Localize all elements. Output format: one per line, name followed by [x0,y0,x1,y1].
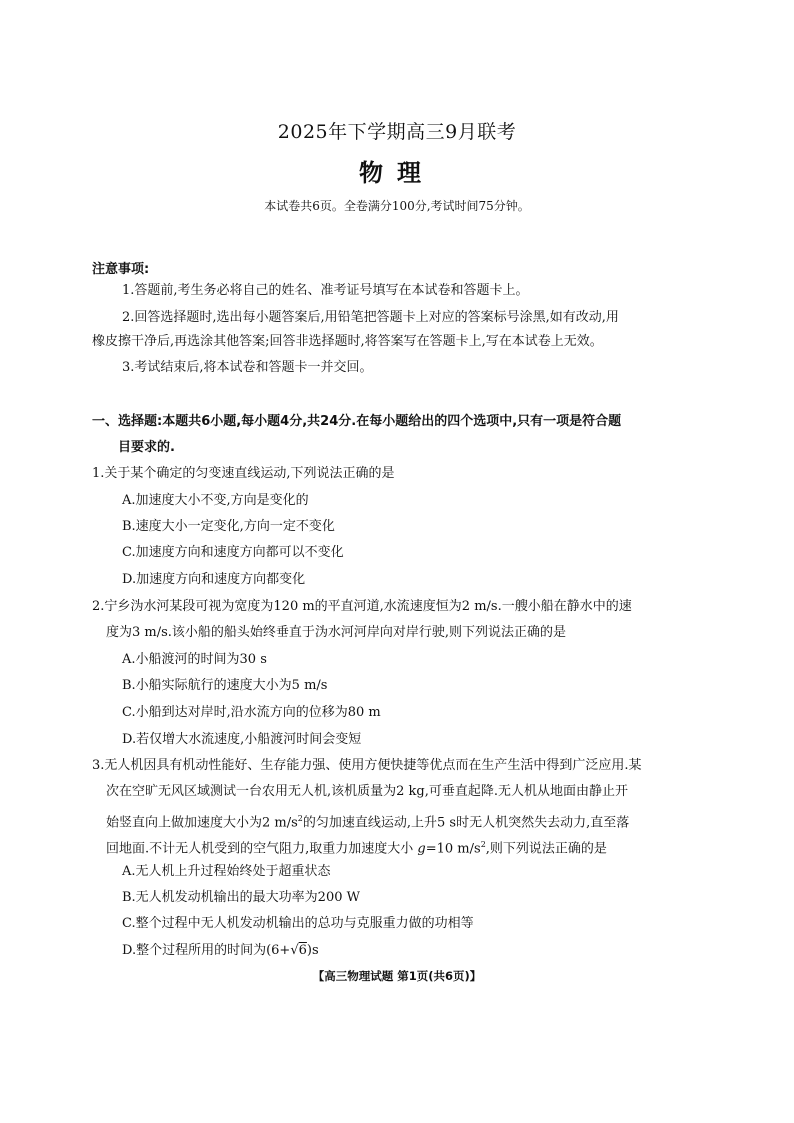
notice-item-2-line1: 2.回答选择题时,选出每小题答案后,用铅笔把答题卡上对应的答案标号涂黑,如有改动,用 [122,310,619,325]
q3-option-d-b: )s [306,943,319,958]
q1-option-d: D.加速度方向和速度方向都变化 [122,572,306,587]
q2-option-d: D.若仅增大水流速度,小船渡河时间会变短 [122,732,362,747]
exam-info: 本试卷共6页。全卷满分100分,考试时间75分钟。 [264,199,530,213]
q2-option-c: C.小船到达对岸时,沿水流方向的位移为80 m [122,705,381,720]
q1-option-b: B.速度大小一定变化,方向一定不变化 [122,519,335,534]
q3-exponent-2: 2 [480,840,486,849]
q3-exponent: 2 [297,814,303,823]
q1-stem: 1.关于某个确定的匀变速直线运动,下列说法正确的是 [92,466,395,481]
q3-option-b: B.无人机发动机输出的最大功率为200 W [122,890,360,905]
q1-option-c: C.加速度方向和速度方向都可以不变化 [122,545,344,560]
q3-stem-line1: 3.无人机因具有机动性能好、生存能力强、使用方便快捷等优点而在生产生活中得到广泛应用.某 [92,758,642,773]
q2-option-b: B.小船实际航行的速度大小为5 m/s [122,678,328,693]
section-heading-line1: 一、选择题:本题共6小题,每小题4分,共24分.在每小题给出的四个选项中,只有一项是符合题 [92,414,622,429]
q3-stem-line3 [106,811,629,831]
q3-stem-line4-b: =10 m/s [425,841,481,857]
q2-stem-line2: 度为3 m/s.该小船的船头始终垂直于沩水河河岸向对岸行驶,则下列说法正确的是 [106,625,567,640]
q3-option-a: A.无人机上升过程始终处于超重状态 [122,864,331,879]
q3-stem-line3-b: 的匀加速直线运动,上升5 s时无人机突然失去动力,直至落 [302,815,630,831]
notice-item-2-line2: 橡皮擦干净后,再选涂其他答案;回答非选择题时,将答案写在答题卡上,写在本试卷上无效。 [92,334,603,349]
sqrt-radicand: 6 [298,943,307,958]
notice-heading: 注意事项: [92,262,150,277]
q3-option-d [122,943,319,959]
q3-stem-line3-a: 始竖直向上做加速度大小为2 m/s [106,815,298,831]
notice-item-3: 3.考试结束后,将本试卷和答题卡一并交回。 [122,360,373,375]
q3-stem-line4-c: ,则下列说法正确的是 [485,841,607,857]
exam-title: 2025年下学期高三9月联考 [277,121,517,143]
q3-stem-line4 [106,837,607,857]
q3-symbol-g: g [417,841,426,857]
q2-stem-line1: 2.宁乡沩水河某段可视为宽度为120 m的平直河道,水流速度恒为2 m/s.一艘小船在静水中的速 [92,599,632,614]
q3-option-d-a: D.整个过程所用的时间为(6+ [122,943,291,958]
page-footer: 【高三物理试题 第1页(共6页)】 [312,969,482,983]
sqrt-symbol: √ [290,943,299,958]
q3-option-c: C.整个过程中无人机发动机输出的总功与克服重力做的功相等 [122,916,474,931]
q3-stem-line2: 次在空旷无风区域测试一台农用无人机,该机质量为2 kg,可垂直起降.无人机从地面由静止开 [106,784,629,799]
subject-title: 物理 [359,159,435,187]
q2-option-a: A.小船渡河的时间为30 s [122,652,267,667]
notice-item-1: 1.答题前,考生务必将自己的姓名、准考证号填写在本试卷和答题卡上。 [122,283,529,298]
section-heading-line2: 目要求的. [118,440,175,455]
q3-stem-line4-a: 回地面.不计无人机受到的空气阻力,取重力加速度大小 [106,841,414,857]
q1-option-a: A.加速度大小不变,方向是变化的 [122,493,309,508]
